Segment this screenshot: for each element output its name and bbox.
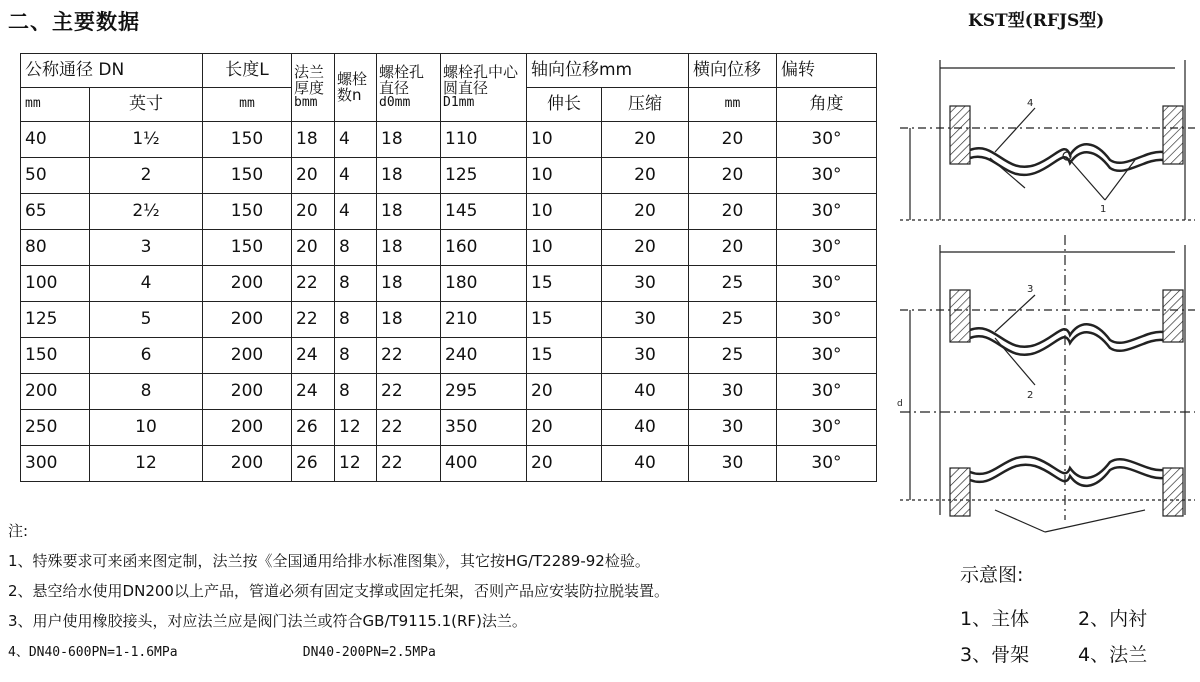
cell-inch: 4 — [90, 266, 203, 302]
cell-dn: 100 — [21, 266, 90, 302]
table-row — [21, 374, 877, 410]
cell-lat: 20 — [689, 158, 777, 194]
cell-ext: 10 — [527, 230, 602, 266]
legend-item-lining: 2、内衬 — [1078, 608, 1148, 630]
note-3: 3、用户使用橡胶接头，对应法兰应是阀门法兰或符合GB/T9115.1(RF)法兰。 — [8, 612, 527, 630]
cell-ang: 30° — [777, 446, 877, 482]
cell-ang: 30° — [777, 374, 877, 410]
header-flange-thickness — [292, 54, 335, 122]
joint-diagram — [895, 40, 1200, 545]
cell-d1: 145 — [441, 194, 527, 230]
cell-comp: 30 — [602, 338, 689, 374]
cell-n: 4 — [335, 158, 377, 194]
cell-dn: 80 — [21, 230, 90, 266]
cell-ang: 30° — [777, 302, 877, 338]
cell-d0: 18 — [377, 302, 441, 338]
cell-ang: 30° — [777, 266, 877, 302]
bolt-circle-dia-label: 螺栓孔中心圆直径 — [443, 62, 519, 97]
note-1: 1、特殊要求可来函来图定制，法兰按《全国通用给排水标准图集》，其它按HG/T2289-92检验。 — [8, 552, 650, 570]
header-mm: mm — [21, 88, 90, 122]
cell-l: 200 — [203, 374, 292, 410]
cell-n: 8 — [335, 230, 377, 266]
cell-comp: 40 — [602, 446, 689, 482]
cell-l: 150 — [203, 230, 292, 266]
cell-lat: 20 — [689, 194, 777, 230]
cell-ang: 30° — [777, 158, 877, 194]
cell-lat: 20 — [689, 122, 777, 158]
cell-d0: 22 — [377, 410, 441, 446]
flange-thickness-label: 法兰厚度 — [294, 62, 325, 97]
cell-ang: 30° — [777, 122, 877, 158]
header-angle: 角度 — [777, 88, 877, 122]
note-4-pressure-b: DN40-200PN=2.5MPa — [302, 645, 436, 660]
cell-n: 4 — [335, 194, 377, 230]
note-4 — [8, 636, 669, 666]
header-length-unit: mm — [203, 88, 292, 122]
header-lateral-unit: mm — [689, 88, 777, 122]
cell-b: 24 — [292, 338, 335, 374]
cell-dn: 200 — [21, 374, 90, 410]
cell-comp: 40 — [602, 410, 689, 446]
cell-b: 24 — [292, 374, 335, 410]
table-row — [21, 338, 877, 374]
cell-l: 150 — [203, 158, 292, 194]
cell-ext: 15 — [527, 266, 602, 302]
header-compression: 压缩 — [602, 88, 689, 122]
cell-inch: 8 — [90, 374, 203, 410]
legend-row-2 — [960, 637, 1196, 673]
cell-d1: 295 — [441, 374, 527, 410]
cell-d0: 22 — [377, 338, 441, 374]
note-2: 2、悬空给水使用DN200以上产品，管道必须有固定支撑或固定托架，否则产品应安装防拉脱装置。 — [8, 582, 669, 600]
cell-b: 26 — [292, 446, 335, 482]
cell-inch: 2 — [90, 158, 203, 194]
header-axial-displacement: 轴向位移mm — [527, 54, 689, 88]
label-3: 3 — [1027, 284, 1034, 295]
cell-dn: 300 — [21, 446, 90, 482]
cell-ext: 15 — [527, 338, 602, 374]
note-4-pressure-a: 4、DN40-600PN=1-1.6MPa — [8, 645, 178, 660]
header-length: 长度L — [203, 54, 292, 88]
table-header-row-1 — [21, 54, 877, 88]
cell-d1: 160 — [441, 230, 527, 266]
header-deflection: 偏转 — [777, 54, 877, 88]
cell-d1: 110 — [441, 122, 527, 158]
table-row — [21, 302, 877, 338]
cell-d1: 210 — [441, 302, 527, 338]
cell-n: 8 — [335, 302, 377, 338]
cell-dn: 250 — [21, 410, 90, 446]
cell-n: 8 — [335, 338, 377, 374]
spec-table — [20, 53, 877, 482]
cell-l: 200 — [203, 446, 292, 482]
cell-lat: 30 — [689, 374, 777, 410]
label-1: 1 — [1100, 204, 1107, 215]
cell-lat: 25 — [689, 338, 777, 374]
diagram-legend — [960, 560, 1196, 673]
cell-ext: 10 — [527, 122, 602, 158]
cell-l: 150 — [203, 194, 292, 230]
cell-d0: 18 — [377, 194, 441, 230]
cell-n: 4 — [335, 122, 377, 158]
dimension-d: d — [897, 399, 903, 409]
header-extension: 伸长 — [527, 88, 602, 122]
cell-lat: 25 — [689, 266, 777, 302]
cell-ang: 30° — [777, 230, 877, 266]
flange-thickness-unit: bmm — [294, 95, 318, 111]
cell-ang: 30° — [777, 338, 877, 374]
legend-item-flange: 4、法兰 — [1078, 644, 1148, 666]
upper-view — [900, 60, 1195, 220]
cell-b: 26 — [292, 410, 335, 446]
legend-title: 示意图: — [960, 564, 1024, 586]
table-row — [21, 230, 877, 266]
cell-ext: 10 — [527, 194, 602, 230]
cell-inch: 3 — [90, 230, 203, 266]
cell-n: 12 — [335, 446, 377, 482]
cell-comp: 30 — [602, 266, 689, 302]
legend-item-frame: 3、骨架 — [960, 644, 1030, 666]
cell-dn: 50 — [21, 158, 90, 194]
table-row — [21, 266, 877, 302]
cell-n: 8 — [335, 266, 377, 302]
cell-lat: 25 — [689, 302, 777, 338]
bolt-circle-dia-unit: D1mm — [443, 95, 475, 111]
cell-b: 22 — [292, 266, 335, 302]
cell-l: 200 — [203, 410, 292, 446]
cell-n: 12 — [335, 410, 377, 446]
cell-ext: 10 — [527, 158, 602, 194]
table-row — [21, 410, 877, 446]
table-row — [21, 158, 877, 194]
cell-d1: 400 — [441, 446, 527, 482]
cell-l: 200 — [203, 266, 292, 302]
section-title: 二、主要数据 — [8, 9, 140, 34]
cell-comp: 20 — [602, 194, 689, 230]
cell-comp: 40 — [602, 374, 689, 410]
table-row — [21, 194, 877, 230]
lower-view — [900, 235, 1195, 532]
cell-lat: 30 — [689, 410, 777, 446]
cell-d0: 22 — [377, 374, 441, 410]
header-bolt-circle-dia — [441, 54, 527, 122]
cell-ang: 30° — [777, 194, 877, 230]
bolt-hole-dia-unit: d0mm — [379, 95, 411, 111]
cell-d0: 18 — [377, 230, 441, 266]
cell-d0: 18 — [377, 122, 441, 158]
cell-ext: 20 — [527, 446, 602, 482]
header-bolt-hole-dia — [377, 54, 441, 122]
notes-section — [8, 516, 669, 666]
table-row — [21, 446, 877, 482]
diagram-title: KST型(RFJS型) — [968, 11, 1105, 31]
cell-comp: 20 — [602, 122, 689, 158]
cell-d0: 18 — [377, 266, 441, 302]
label-2: 2 — [1027, 390, 1034, 401]
header-bolt-count — [335, 54, 377, 122]
label-4: 4 — [1027, 98, 1034, 109]
cell-ang: 30° — [777, 410, 877, 446]
cell-ext: 15 — [527, 302, 602, 338]
cell-l: 150 — [203, 122, 292, 158]
cell-inch: 1½ — [90, 122, 203, 158]
bolt-count-label: 螺栓数n — [337, 69, 368, 104]
cell-l: 200 — [203, 302, 292, 338]
cell-d1: 180 — [441, 266, 527, 302]
header-inch: 英寸 — [90, 88, 203, 122]
cell-lat: 20 — [689, 230, 777, 266]
notes-label: 注: — [8, 522, 29, 540]
cell-d1: 240 — [441, 338, 527, 374]
bolt-hole-dia-label: 螺栓孔直径 — [379, 62, 425, 97]
cell-dn: 40 — [21, 122, 90, 158]
cell-ext: 20 — [527, 374, 602, 410]
cell-ext: 20 — [527, 410, 602, 446]
cell-d1: 350 — [441, 410, 527, 446]
cell-d0: 22 — [377, 446, 441, 482]
cell-inch: 12 — [90, 446, 203, 482]
table-body — [21, 122, 877, 482]
header-lateral-displacement: 横向位移 — [689, 54, 777, 88]
legend-row-1 — [960, 601, 1196, 637]
cell-comp: 30 — [602, 302, 689, 338]
cell-dn: 150 — [21, 338, 90, 374]
cell-dn: 65 — [21, 194, 90, 230]
cell-b: 18 — [292, 122, 335, 158]
cell-b: 20 — [292, 230, 335, 266]
cell-inch: 5 — [90, 302, 203, 338]
cell-d1: 125 — [441, 158, 527, 194]
cell-inch: 6 — [90, 338, 203, 374]
cell-l: 200 — [203, 338, 292, 374]
cell-dn: 125 — [21, 302, 90, 338]
cell-b: 20 — [292, 158, 335, 194]
cell-lat: 30 — [689, 446, 777, 482]
cell-comp: 20 — [602, 230, 689, 266]
table-row — [21, 122, 877, 158]
cell-comp: 20 — [602, 158, 689, 194]
legend-item-body: 1、主体 — [960, 608, 1030, 630]
cell-d0: 18 — [377, 158, 441, 194]
cell-b: 22 — [292, 302, 335, 338]
cell-b: 20 — [292, 194, 335, 230]
cell-inch: 2½ — [90, 194, 203, 230]
cell-inch: 10 — [90, 410, 203, 446]
cell-n: 8 — [335, 374, 377, 410]
header-nominal-diameter: 公称通径 DN — [21, 54, 203, 88]
